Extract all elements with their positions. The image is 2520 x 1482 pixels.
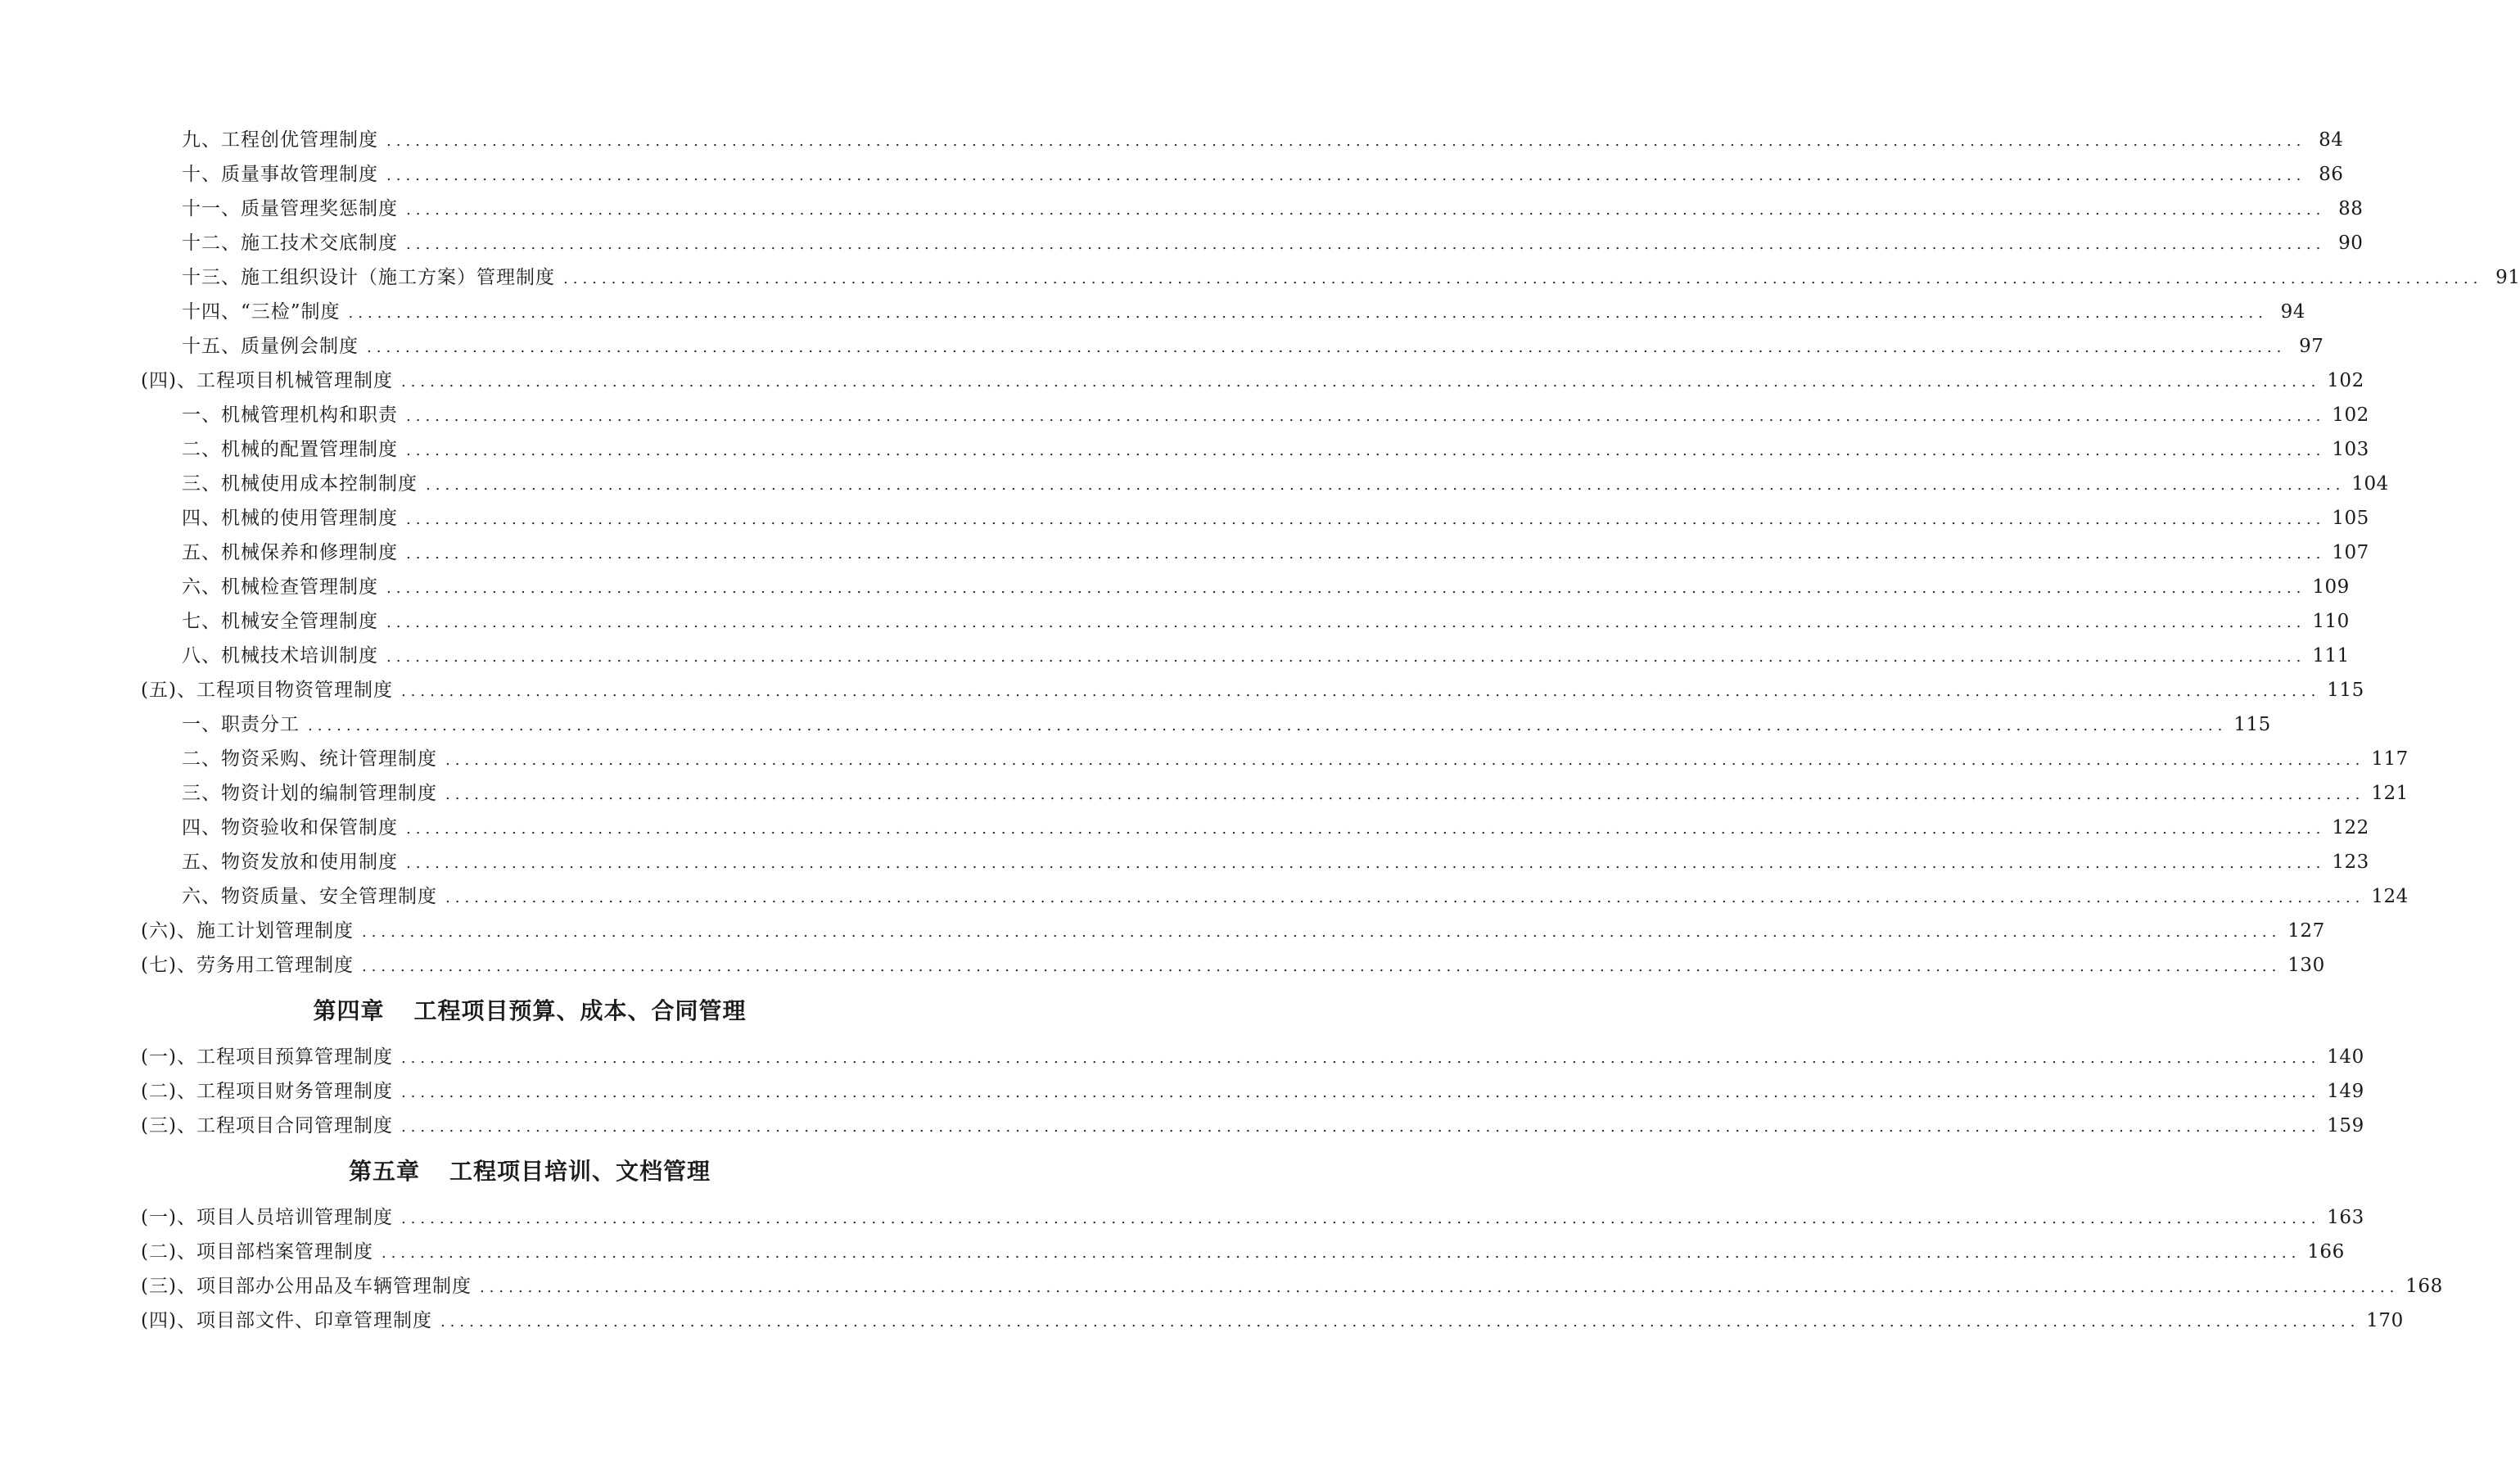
toc-page-number: 94	[2280, 301, 2305, 323]
toc-entry[interactable]	[141, 535, 2369, 570]
toc-dot-leader: ........................................................................................................................................................................................................	[386, 648, 2306, 666]
toc-entry[interactable]	[141, 673, 2364, 707]
toc-dot-leader: ........................................................................................................................................................................................................	[400, 1084, 2321, 1101]
toc-page-number: 124	[2371, 886, 2409, 907]
toc-dot-leader: ........................................................................................................................................................................................................	[308, 717, 2228, 734]
toc-entry-title: 十二、施工技术交底制度	[182, 233, 398, 254]
toc-section-chapter-4	[141, 983, 2364, 1143]
toc-dot-leader: ........................................................................................................................................................................................................	[426, 477, 2346, 494]
toc-entry-title: 四、物资验收和保管制度	[182, 817, 398, 838]
toc-entry-title: 十、质量事故管理制度	[182, 164, 378, 185]
toc-entry-title: 三、机械使用成本控制制度	[182, 473, 418, 495]
toc-page-number: 122	[2332, 817, 2369, 838]
toc-dot-leader: ........................................................................................................................................................................................................	[361, 924, 2282, 941]
toc-entry[interactable]	[141, 604, 2350, 639]
toc-dot-leader: ........................................................................................................................................................................................................	[361, 958, 2282, 975]
toc-dot-leader: ........................................................................................................................................................................................................	[406, 855, 2326, 872]
toc-dot-leader: ........................................................................................................................................................................................................	[400, 1050, 2321, 1067]
toc-entry[interactable]	[141, 260, 2520, 295]
toc-entry[interactable]	[141, 226, 2364, 260]
toc-entry-title: 六、机械检查管理制度	[182, 576, 378, 598]
chapter-title: 工程项目预算、成本、合同管理	[413, 997, 747, 1024]
toc-entry-title: 七、机械安全管理制度	[182, 611, 378, 632]
toc-entry[interactable]	[141, 398, 2369, 432]
toc-dot-leader: ........................................................................................................................................................................................................	[406, 820, 2326, 838]
toc-page-number: 104	[2351, 473, 2389, 495]
toc-page-number: 111	[2312, 645, 2350, 666]
toc-entry-title: 六、物资质量、安全管理制度	[182, 886, 437, 907]
toc-page-number: 115	[2233, 714, 2271, 735]
toc-dot-leader: ........................................................................................................................................................................................................	[348, 305, 2268, 322]
toc-entry[interactable]	[141, 845, 2369, 879]
toc-entry-title: (二)、工程项目财务管理制度	[141, 1081, 393, 1102]
toc-entry-title: (七)、劳务用工管理制度	[141, 955, 354, 976]
toc-page-number: 102	[2327, 370, 2364, 391]
toc-page-number: 115	[2327, 680, 2364, 701]
toc-dot-leader: ........................................................................................................................................................................................................	[386, 614, 2306, 631]
toc-entry[interactable]	[141, 914, 2325, 948]
toc-dot-leader: ........................................................................................................................................................................................................	[445, 889, 2365, 906]
toc-dot-leader: ........................................................................................................................................................................................................	[406, 545, 2326, 563]
toc-dot-leader: ........................................................................................................................................................................................................	[406, 442, 2326, 459]
toc-entry[interactable]	[141, 329, 2324, 364]
toc-entry-title: 十三、施工组织设计（施工方案）管理制度	[182, 267, 555, 288]
toc-entry-title: 二、机械的配置管理制度	[182, 439, 398, 460]
toc-entry-title: (四)、项目部文件、印章管理制度	[141, 1310, 432, 1331]
toc-entry[interactable]	[141, 776, 2409, 811]
toc-page-number: 163	[2327, 1207, 2364, 1228]
toc-entry[interactable]	[141, 1269, 2443, 1304]
toc-page-number: 123	[2332, 852, 2369, 873]
toc-entry-title: 十一、质量管理奖惩制度	[182, 198, 398, 219]
toc-entry-title: (四)、工程项目机械管理制度	[141, 370, 393, 391]
toc-page-number: 130	[2287, 955, 2325, 976]
toc-entry-title: 一、机械管理机构和职责	[182, 404, 398, 426]
toc-entry-title: 一、职责分工	[182, 714, 300, 735]
toc-page-number: 90	[2338, 233, 2364, 254]
toc-entry[interactable]	[141, 1200, 2364, 1235]
toc-entry[interactable]	[141, 879, 2409, 914]
toc-entry[interactable]	[141, 432, 2369, 467]
toc-entry-title: 八、机械技术培训制度	[182, 645, 378, 666]
toc-entry[interactable]	[141, 1304, 2404, 1338]
toc-entry[interactable]	[141, 1235, 2345, 1269]
chapter-title: 工程项目培训、文档管理	[449, 1158, 711, 1185]
toc-dot-leader: ........................................................................................................................................................................................................	[367, 339, 2287, 356]
toc-entry-title: 十五、质量例会制度	[182, 336, 359, 357]
toc-page-number: 91	[2495, 267, 2520, 288]
toc-dot-leader: ........................................................................................................................................................................................................	[406, 511, 2326, 528]
toc-entry-title: 五、物资发放和使用制度	[182, 852, 398, 873]
toc-entry-title: (三)、工程项目合同管理制度	[141, 1115, 393, 1136]
toc-entry-title: (三)、项目部办公用品及车辆管理制度	[141, 1276, 472, 1297]
toc-dot-leader: ........................................................................................................................................................................................................	[406, 236, 2326, 253]
toc-entry[interactable]	[141, 501, 2369, 535]
toc-page-number: 109	[2312, 576, 2350, 598]
toc-dot-leader: ........................................................................................................................................................................................................	[445, 786, 2365, 803]
toc-entry[interactable]	[141, 123, 2344, 157]
toc-page-number: 149	[2327, 1081, 2364, 1102]
toc-page-number: 103	[2332, 439, 2369, 460]
toc-dot-leader: ........................................................................................................................................................................................................	[386, 580, 2306, 597]
toc-page-number: 105	[2332, 508, 2369, 529]
toc-entry-title: (六)、施工计划管理制度	[141, 920, 354, 942]
toc-page-number: 97	[2299, 336, 2324, 357]
toc-page-number: 159	[2327, 1115, 2364, 1136]
toc-entry-title: 二、物资采购、统计管理制度	[182, 748, 437, 770]
toc-page-number: 166	[2307, 1241, 2345, 1263]
toc-entry[interactable]	[141, 192, 2364, 226]
toc-page-number: 110	[2312, 611, 2350, 632]
toc-entry[interactable]	[141, 364, 2364, 398]
toc-entry-title: (一)、工程项目预算管理制度	[141, 1046, 393, 1068]
toc-page-number: 102	[2332, 404, 2369, 426]
toc-section-chapter-3-continued	[141, 123, 2520, 983]
toc-dot-leader: ........................................................................................................................................................................................................	[400, 1118, 2321, 1136]
toc-dot-leader: ........................................................................................................................................................................................................	[400, 373, 2321, 391]
toc-entry[interactable]	[141, 948, 2325, 983]
toc-entry-title: 十四、“三检”制度	[182, 301, 341, 323]
toc-dot-leader: ........................................................................................................................................................................................................	[400, 683, 2321, 700]
toc-page-number: 88	[2338, 198, 2364, 219]
toc-entry[interactable]	[141, 467, 2389, 501]
toc-entry[interactable]	[141, 1109, 2364, 1143]
toc-page-number: 84	[2319, 129, 2344, 151]
toc-page-number: 168	[2405, 1276, 2443, 1297]
toc-dot-leader: ........................................................................................................................................................................................................	[406, 201, 2326, 219]
toc-dot-leader: ........................................................................................................................................................................................................	[563, 270, 2483, 287]
toc-dot-leader: ........................................................................................................................................................................................................	[386, 167, 2306, 184]
toc-entry[interactable]	[141, 639, 2350, 673]
table-of-contents	[141, 123, 2520, 1338]
toc-dot-leader: ........................................................................................................................................................................................................	[406, 408, 2326, 425]
toc-entry-title: (二)、项目部档案管理制度	[141, 1241, 373, 1263]
chapter-heading	[141, 1143, 919, 1200]
toc-entry-title: (一)、项目人员培训管理制度	[141, 1207, 393, 1228]
toc-page-number: 140	[2327, 1046, 2364, 1068]
toc-entry[interactable]	[141, 570, 2350, 604]
toc-page-number: 170	[2366, 1310, 2404, 1331]
toc-page-number: 107	[2332, 542, 2369, 563]
toc-entry-title: 三、物资计划的编制管理制度	[182, 783, 437, 804]
toc-dot-leader: ........................................................................................................................................................................................................	[479, 1279, 2400, 1296]
chapter-label: 第五章	[348, 1158, 420, 1185]
toc-entry-title: 四、机械的使用管理制度	[182, 508, 398, 529]
toc-entry[interactable]	[141, 157, 2344, 192]
toc-entry[interactable]	[141, 811, 2369, 845]
toc-entry-title: 五、机械保养和修理制度	[182, 542, 398, 563]
toc-dot-leader: ........................................................................................................................................................................................................	[386, 133, 2306, 150]
toc-entry-title: (五)、工程项目物资管理制度	[141, 680, 393, 701]
chapter-label: 第四章	[313, 997, 385, 1024]
toc-entry[interactable]	[141, 1074, 2364, 1109]
chapter-heading	[141, 983, 919, 1040]
toc-entry[interactable]	[141, 742, 2409, 776]
toc-page-number: 127	[2287, 920, 2325, 942]
toc-dot-leader: ........................................................................................................................................................................................................	[400, 1210, 2321, 1227]
toc-page-number: 117	[2371, 748, 2409, 770]
toc-dot-leader: ........................................................................................................................................................................................................	[445, 752, 2365, 769]
toc-dot-leader: ........................................................................................................................................................................................................	[381, 1245, 2301, 1262]
toc-entry[interactable]	[141, 295, 2305, 329]
toc-page-number: 121	[2371, 783, 2409, 804]
toc-entry[interactable]	[141, 707, 2271, 742]
toc-entry[interactable]	[141, 1040, 2364, 1074]
toc-section-chapter-5	[141, 1143, 2443, 1338]
toc-dot-leader: ........................................................................................................................................................................................................	[440, 1313, 2360, 1331]
toc-page-number: 86	[2319, 164, 2344, 185]
toc-entry-title: 九、工程创优管理制度	[182, 129, 378, 151]
